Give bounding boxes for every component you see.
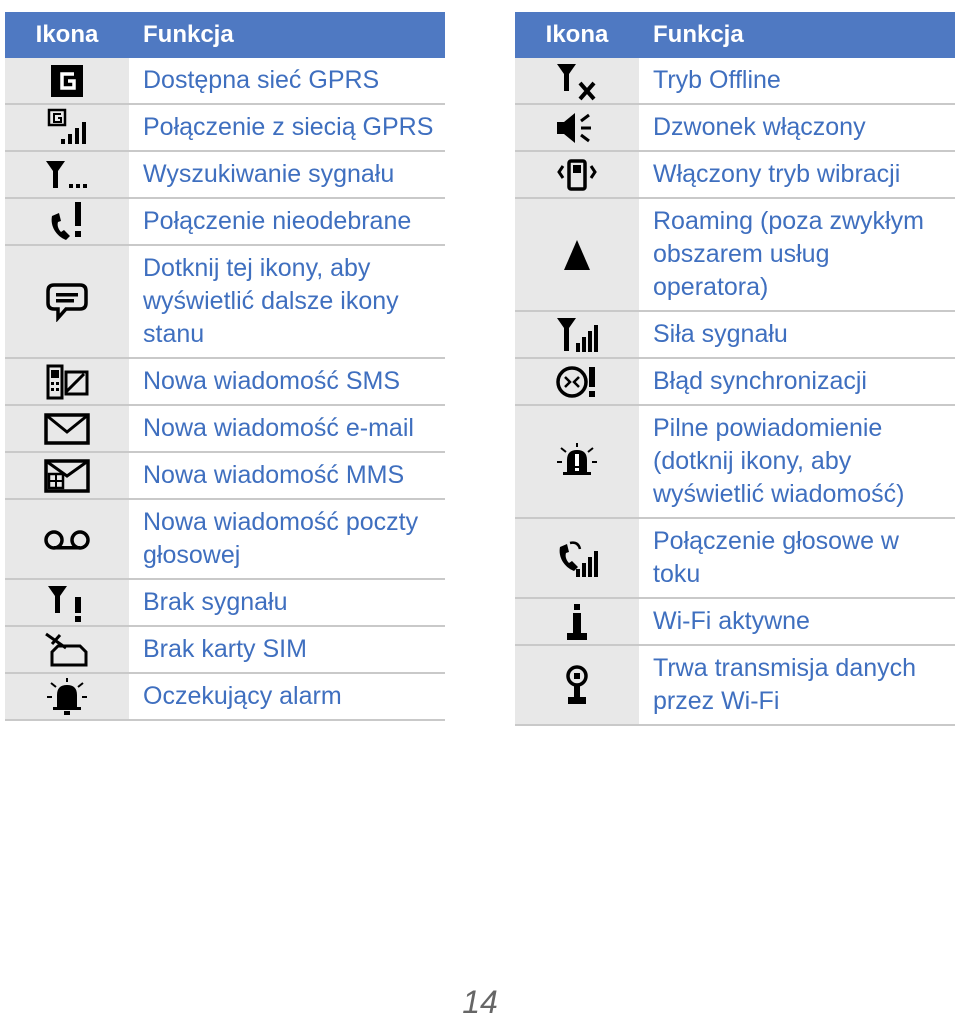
row-description: Dostępna sieć GPRS xyxy=(129,58,445,104)
header-function-column: Funkcja xyxy=(639,12,955,58)
row-description: Brak sygnału xyxy=(129,579,445,626)
signal-search-icon xyxy=(5,151,129,198)
row-description: Wi-Fi aktywne xyxy=(639,598,955,645)
table-row xyxy=(515,598,955,645)
table-row xyxy=(515,518,955,598)
table-row xyxy=(5,673,445,720)
row-description: Połączenie głosowe w toku xyxy=(639,518,955,598)
header-icon-column: Ikona xyxy=(5,12,129,58)
row-description: Siła sygnału xyxy=(639,311,955,358)
row-description: Tryb Offline xyxy=(639,58,955,104)
signal-strength-icon xyxy=(515,311,639,358)
row-description: Włączony tryb wibracji xyxy=(639,151,955,198)
table-row xyxy=(5,245,445,358)
row-description: Połączenie z siecią GPRS xyxy=(129,104,445,151)
table-row xyxy=(5,151,445,198)
table-row xyxy=(5,579,445,626)
table-row xyxy=(5,452,445,499)
wifi-transmit-icon xyxy=(515,645,639,725)
table-header xyxy=(5,12,445,58)
row-description: Połączenie nieodebrane xyxy=(129,198,445,245)
row-description: Dzwonek włączony xyxy=(639,104,955,151)
vibrate-icon xyxy=(515,151,639,198)
table-row xyxy=(5,198,445,245)
table-row xyxy=(515,151,955,198)
row-description: Trwa transmisja danych przez Wi-Fi xyxy=(639,645,955,725)
row-description: Nowa wiadomość MMS xyxy=(129,452,445,499)
new-mms-icon xyxy=(5,452,129,499)
no-signal-icon xyxy=(5,579,129,626)
row-description: Oczekujący alarm xyxy=(129,673,445,720)
new-sms-icon xyxy=(5,358,129,405)
table-row xyxy=(5,58,445,104)
table-row xyxy=(515,358,955,405)
row-description: Roaming (poza zwykłym obszarem usług operatora) xyxy=(639,198,955,311)
header-function-column: Funkcja xyxy=(129,12,445,58)
no-sim-icon xyxy=(5,626,129,673)
table-row xyxy=(515,58,955,104)
table-row xyxy=(5,405,445,452)
table-row xyxy=(5,626,445,673)
alarm-bell-icon xyxy=(5,673,129,720)
table-row xyxy=(515,645,955,725)
table-row xyxy=(5,499,445,579)
row-description: Pilne powiadomienie (dotknij ikony, aby wyświetlić wiadomość) xyxy=(639,405,955,518)
status-icons-table-left xyxy=(5,12,445,721)
ringer-on-icon xyxy=(515,104,639,151)
roaming-icon xyxy=(515,198,639,311)
wifi-active-icon xyxy=(515,598,639,645)
table-row xyxy=(515,104,955,151)
row-description: Dotknij tej ikony, aby wyświetlić dalsze ikony stanu xyxy=(129,245,445,358)
offline-mode-icon xyxy=(515,58,639,104)
row-description: Wyszukiwanie sygnału xyxy=(129,151,445,198)
gprs-connected-icon xyxy=(5,104,129,151)
urgent-notification-icon xyxy=(515,405,639,518)
row-description: Błąd synchronizacji xyxy=(639,358,955,405)
row-description: Nowa wiadomość poczty głosowej xyxy=(129,499,445,579)
header-icon-column: Ikona xyxy=(515,12,639,58)
speech-bubble-icon xyxy=(5,245,129,358)
status-icons-table-right xyxy=(515,12,955,726)
voicemail-icon xyxy=(5,499,129,579)
sync-error-icon xyxy=(515,358,639,405)
row-description: Nowa wiadomość SMS xyxy=(129,358,445,405)
table-row xyxy=(515,198,955,311)
table-row xyxy=(515,311,955,358)
missed-call-icon xyxy=(5,198,129,245)
gprs-available-icon xyxy=(5,58,129,104)
voice-call-active-icon xyxy=(515,518,639,598)
table-row xyxy=(515,405,955,518)
row-description: Nowa wiadomość e-mail xyxy=(129,405,445,452)
page-number: 14 xyxy=(462,984,498,1020)
new-email-icon xyxy=(5,405,129,452)
row-description: Brak karty SIM xyxy=(129,626,445,673)
table-header xyxy=(515,12,955,58)
table-row xyxy=(5,358,445,405)
table-row xyxy=(5,104,445,151)
